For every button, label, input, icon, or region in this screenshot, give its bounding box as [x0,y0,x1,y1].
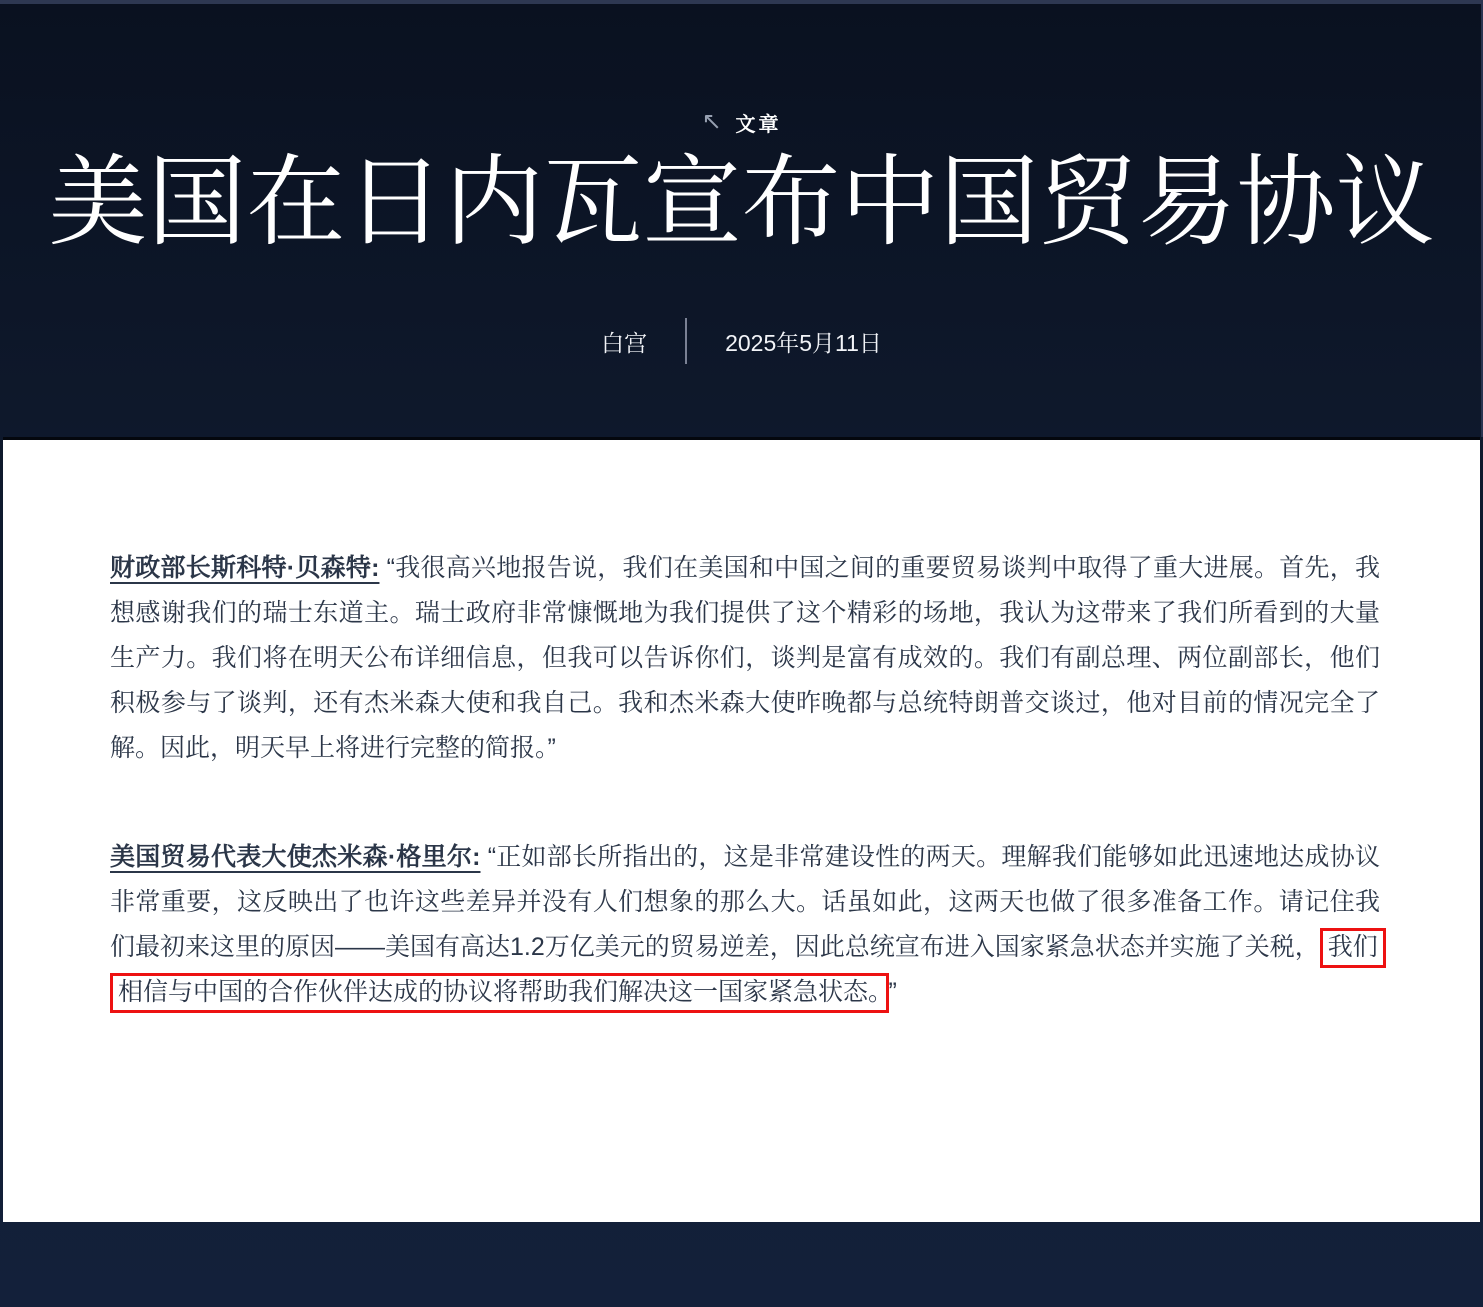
arrow-up-left-icon: ↖ [701,107,722,135]
page-title: 美国在日内瓦宣布中国贸易协议 [48,149,1435,258]
quote-segment: “我很高兴地报告说，我们在美国和中国之间的重要贸易谈判中取得了重大进展。首先，我想感谢我们的瑞士东道主。瑞士政府非常慷慨地为我们提供了这个精彩的场地，我认为这带来了我们所看到的大量生产力。我们将在明天公布详细信息，但我可以告诉你们，谈判是富有成效的。我们有副总理、两位副部长，他们积极参与了谈判，还有杰米森大使和我自己。我和杰米森大使昨晚都与总统特朗普交谈过，他对目前的情况完全了解。因此，明天早上将进行完整的简报。” [110,554,1380,762]
highlighted-quote: 我们相信与中国的合作伙伴达成的协议将帮助我们解决这一国家紧急状态。 [110,928,1386,1013]
category-label: 文章 [735,114,782,136]
quote-segment: “正如部长所指出的，这是非常建设性的两天。理解我们能够如此迅速地达成协议非常重要，这反映出了也许这些差异并没有人们想象的那么大。话虽如此，这两天也做了很多准备工作。请记住我们最初来这里的原因——美国有高达1.2万亿美元的贸易逆差，因此总统宣布进入国家紧急状态并实施了关税， [110,843,1380,961]
speaker-name: 财政部长斯科特·贝森特: [110,554,380,582]
source-label: 白宫 [601,329,648,356]
speaker-name: 美国贸易代表大使杰米森·格里尔: [110,843,481,871]
quote-segment: ” [888,978,897,1006]
article-meta [0,318,1483,364]
content-panel [3,437,1480,1222]
article-header [0,4,1483,437]
category-link[interactable] [0,108,1483,137]
article-body [110,546,1380,1015]
date-label: 2025年5月11日 [725,329,882,356]
meta-divider [685,318,687,364]
article-paragraph [110,546,1380,771]
article-paragraph [110,835,1380,1015]
